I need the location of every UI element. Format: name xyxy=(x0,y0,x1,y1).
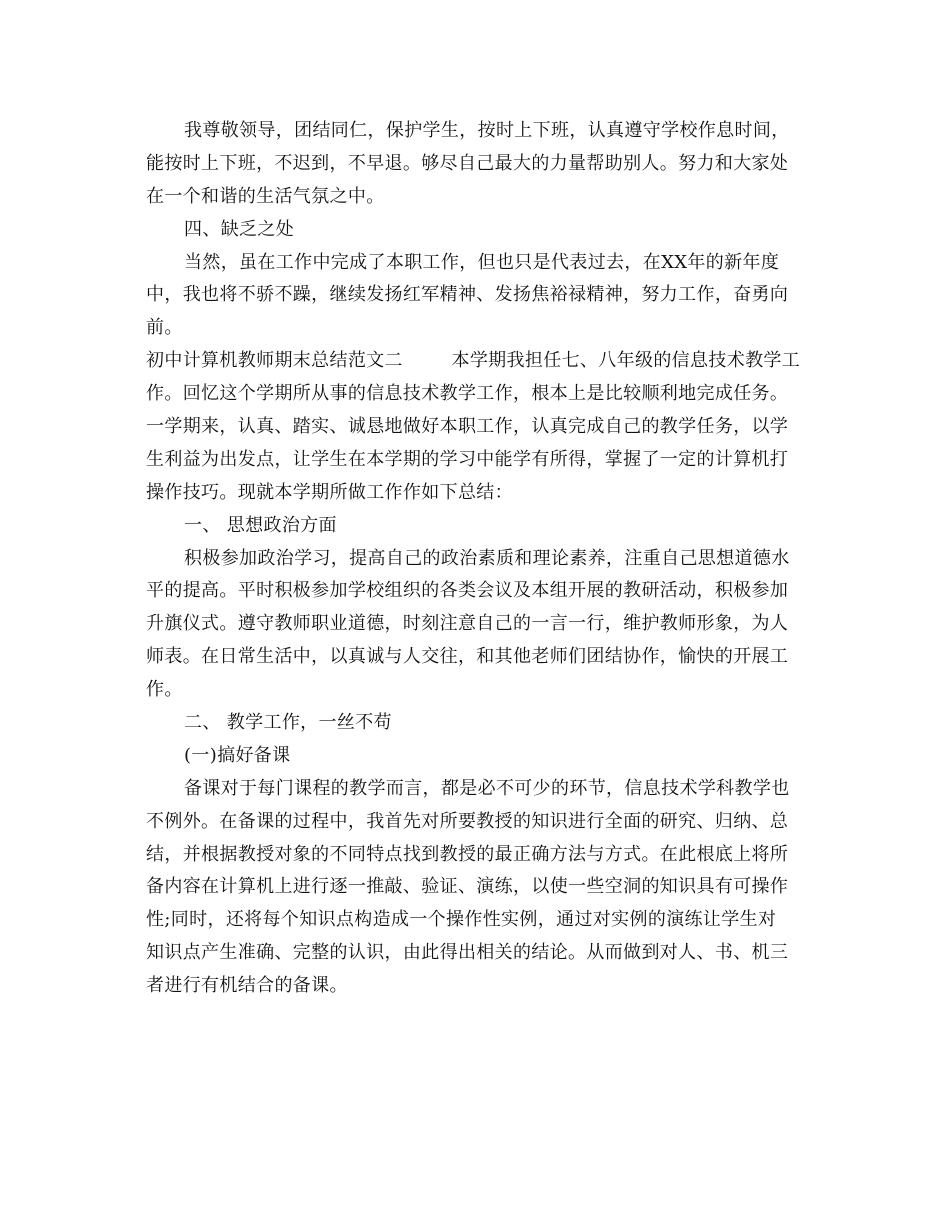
paragraph-line: 前。 xyxy=(146,317,183,339)
paragraph-line: 师表。在日常生活中，以真诚与人交往，和其他老师们团结协作，愉快的开展工 xyxy=(146,646,789,668)
paragraph-line: 备内容在计算机上进行逐一推敲、验证、演练，以使一些空洞的知识具有可操作 xyxy=(146,876,789,898)
paragraph-line: 生利益为出发点，让学生在本学期的学习中能学有所得，掌握了一定的计算机打 xyxy=(146,448,789,470)
subsection-heading: (一)搞好备课 xyxy=(184,744,291,766)
paragraph-line: 作。 xyxy=(146,679,183,701)
paragraph-line: 平的提高。平时积极参加学校组织的各类会议及本组开展的教研活动，积极参加 xyxy=(146,580,789,602)
section-heading: 四、缺乏之处 xyxy=(184,218,295,240)
paragraph-line: 当然，虽在工作中完成了本职工作，但也只是代表过去，在XX年的新年度 xyxy=(184,251,780,273)
paragraph-line: 一学期来，认真、踏实、诚恳地做好本职工作，认真完成自己的教学任务，以学 xyxy=(146,416,789,438)
paragraph-line: 升旗仪式。遵守教师职业道德，时刻注意自己的一言一行，维护教师形象，为人 xyxy=(146,613,789,635)
paragraph-line: 在一个和谐的生活气氛之中。 xyxy=(146,185,385,207)
paragraph-line: 结，并根据教授对象的不同特点找到教授的最正确方法与方式。在此根底上将所 xyxy=(146,843,789,865)
section-heading: 一、 思想政治方面 xyxy=(184,514,337,536)
document-page xyxy=(146,116,806,1004)
paragraph-line: 知识点产生准确、完整的认识，由此得出相关的结论。从而做到对人、书、机三 xyxy=(146,942,789,964)
paragraph-line: 中，我也将不骄不躁，继续发扬红军精神、发扬焦裕禄精神，努力工作，奋勇向 xyxy=(146,284,789,306)
paragraph-line: 性;同时，还将每个知识点构造成一个操作性实例，通过对实例的演练让学生对 xyxy=(146,909,777,931)
paragraph-line: 作。回忆这个学期所从事的信息技术教学工作，根本上是比较顺利地完成任务。 xyxy=(146,383,789,405)
article-title-line: 初中计算机教师期末总结范文二 本学期我担任七、八年级的信息技术教学工 xyxy=(146,350,801,372)
section-heading: 二、 教学工作，一丝不苟 xyxy=(184,712,392,734)
paragraph-line: 不例外。在备课的过程中，我首先对所要教授的知识进行全面的研究、归纳、总 xyxy=(146,810,789,832)
paragraph-line: 积极参加政治学习，提高自己的政治素质和理论素养，注重自己思想道德水 xyxy=(184,547,790,569)
paragraph-line: 备课对于每门课程的教学而言，都是必不可少的环节，信息技术学科教学也 xyxy=(184,777,790,799)
paragraph-line: 我尊敬领导，团结同仁，保护学生，按时上下班，认真遵守学校作息时间， xyxy=(184,120,790,141)
paragraph-line: 操作技巧。现就本学期所做工作作如下总结： xyxy=(146,481,513,503)
paragraph-line: 者进行有机结合的备课。 xyxy=(146,975,348,997)
paragraph-line: 能按时上下班，不迟到，不早退。够尽自己最大的力量帮助别人。努力和大家处 xyxy=(146,152,789,174)
